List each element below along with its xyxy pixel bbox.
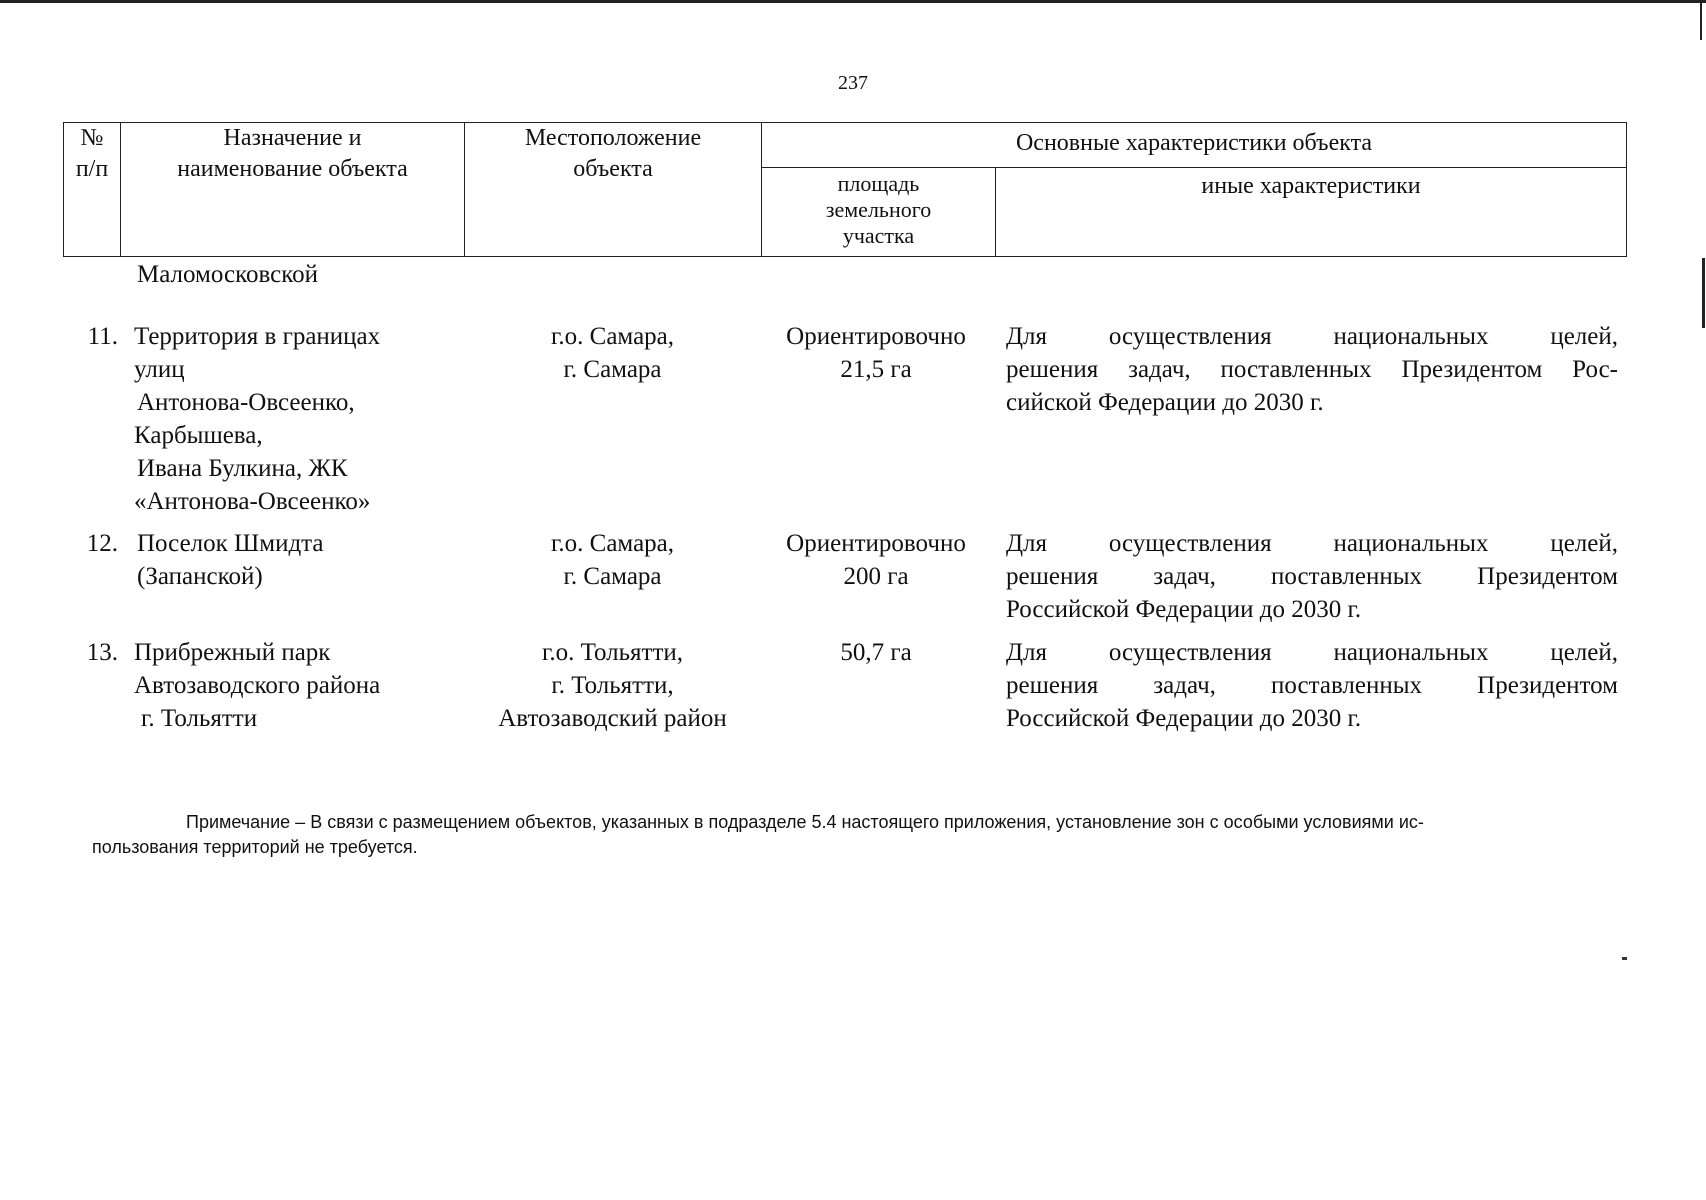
- row-name: Прибрежный парк Автозаводского района г. Тольятти: [134, 639, 381, 732]
- row-number: 13.: [86, 639, 118, 666]
- row-name: Территория в границах улиц Антонова-Овсеенко, Карбышева, Ивана Булкина, ЖК «Антонова-Овсеенко»: [134, 323, 381, 515]
- page-number: 237: [838, 72, 868, 94]
- header-area: площадь земельного участка: [825, 171, 932, 248]
- row-other: Для осуществления национальных целей, решения задач, поставленных Президентом Рос- сийской Федерации до 2030 г.: [1006, 323, 1618, 416]
- continuation-text: Маломосковской: [137, 261, 318, 288]
- header-main-characteristics: Основные характеристики объекта: [1015, 130, 1373, 156]
- scan-mark-right: [1702, 258, 1705, 328]
- scan-border-right: [1700, 0, 1702, 40]
- row-area: Ориентировочно 21,5 га: [786, 323, 966, 383]
- row-area: Ориентировочно 200 га: [786, 530, 966, 590]
- header-location: Местоположение объекта: [524, 125, 702, 182]
- row-location: г.о. Самара, г. Самара: [550, 530, 675, 590]
- footnote-line: Примечание – В связи с размещением объектов, указанных в подразделе 5.4 настоящего приложения, установление зон с особыми условиями ис-: [186, 812, 1424, 832]
- table-header: [63, 122, 1627, 257]
- row-location: г.о. Самара, г. Самара: [550, 323, 675, 383]
- header-name: Назначение и наименование объекта: [177, 125, 408, 182]
- scan-border-top: [0, 0, 1706, 3]
- row-number: 12.: [86, 530, 118, 557]
- row-area: 50,7 га: [840, 639, 912, 666]
- row-name: Поселок Шмидта (Запанской): [137, 530, 324, 590]
- scan-speck: [1622, 957, 1627, 960]
- row-location: г.о. Тольятти, г. Тольятти, Автозаводский район: [498, 639, 727, 732]
- header-divider: [761, 167, 1626, 168]
- footnote: [92, 810, 1602, 860]
- row-other: Для осуществления национальных целей, решения задач, поставленных Президентом Российской Федерации до 2030 г.: [1006, 639, 1618, 732]
- row-number: 11.: [87, 323, 118, 350]
- header-other: иные характеристики: [1201, 173, 1421, 199]
- footnote-line: пользования территорий не требуется.: [92, 837, 418, 857]
- row-other: Для осуществления национальных целей, решения задач, поставленных Президентом Российской Федерации до 2030 г.: [1006, 530, 1618, 623]
- header-num: № п/п: [75, 125, 109, 182]
